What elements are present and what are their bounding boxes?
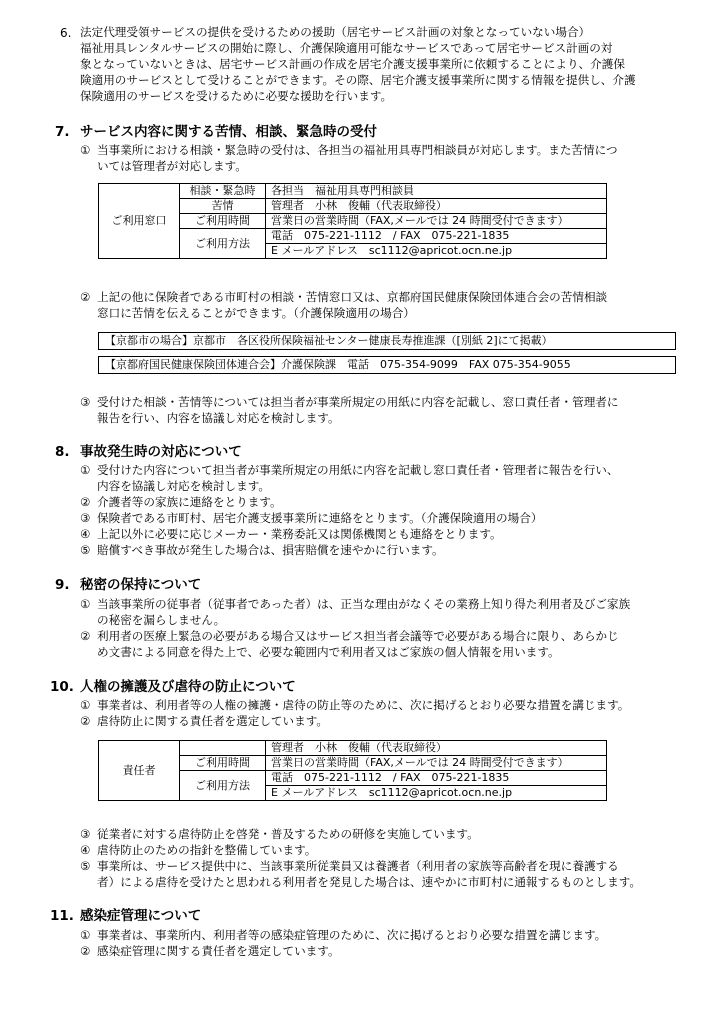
list-item-line: 者）による虐待を受けたと思われる利用者を発見した場合は、速やかに市町村に通報するものとします。 <box>97 875 641 889</box>
section-6-line: 法定代理受領サービスの提供を受けるための援助（居宅サービス計画の対象となっていない場合） <box>80 25 591 39</box>
section-6-line: 保険適用のサービスを受けるために必要な援助を行います。 <box>80 89 393 103</box>
list-marker: ⑤ <box>80 859 91 873</box>
section-number: 8. <box>55 444 70 460</box>
table-value: 営業日の営業時間（FAX,メールでは 24 時間受付できます） <box>266 756 607 771</box>
list-item-line: 事業者は、事業所内、利用者等の感染症管理のために、次に掲げるとおり必要な措置を講じます。 <box>97 928 607 942</box>
list-marker: ② <box>80 944 91 958</box>
list-marker: ⑤ <box>80 543 91 557</box>
list-item-line: 事業者は、利用者等の人権の擁護・虐待の防止等のために、次に掲げるとおり必要な措置を講じます。 <box>97 698 630 712</box>
table-group-label: 責任者 <box>99 741 180 801</box>
table-label: ご利用時間 <box>180 756 266 771</box>
section-number: 9. <box>55 577 70 593</box>
section-title: サービス内容に関する苦情、相談、緊急時の受付 <box>80 124 377 140</box>
table-value: 管理者 小林 俊輔（代表取締役） <box>266 199 607 214</box>
section-number: 6. <box>60 26 72 40</box>
contact-box-kokuho <box>98 356 676 374</box>
list-item-line: 保険者である市町村、居宅介護支援事業所に連絡をとります。（介護保険適用の場合） <box>97 511 543 525</box>
list-item-line: 従業者に対する虐待防止を啓発・普及するための研修を実施しています。 <box>97 827 479 841</box>
list-marker: ① <box>80 928 91 942</box>
section-title: 人権の擁護及び虐待の防止について <box>80 679 296 695</box>
list-item-line: 利用者の医療上緊急の必要がある場合又はサービス担当者会議等で必要がある場合に限り、あらかじ <box>97 629 619 643</box>
list-item-line: 内容を協議し対応を検討します。 <box>97 479 270 493</box>
list-item-line: 賠償すべき事故が発生した場合は、損害賠償を速やかに行います。 <box>97 543 444 557</box>
section-number: 11. <box>50 908 74 924</box>
list-item-line: 上記の他に保険者である市町村の相談・苦情窓口又は、京都府国民健康保険団体連合会の苦情相談 <box>97 290 608 304</box>
table-value: 電話 075-221-1112 / FAX 075-221-1835 <box>266 771 607 786</box>
list-marker: ① <box>80 597 91 611</box>
contact-box-kyoto-city <box>98 332 676 350</box>
box-text: 【京都市の場合】京都市 各区役所保険福祉センター健康長寿推進課（[別紙 2]にて掲載） <box>105 334 553 347</box>
table-value: E メールアドレス sc1112@apricot.ocn.ne.jp <box>266 244 607 259</box>
list-item-line: 受付けた相談・苦情等については担当者が事業所規定の用紙に内容を記載し、窓口責任者・管理者に <box>97 395 619 409</box>
list-item-line: 受付けた内容について担当者が事業所規定の用紙に内容を記載し窓口責任者・管理者に報告を行い、 <box>97 463 619 477</box>
table-group-label: ご利用窓口 <box>99 184 180 259</box>
contact-table <box>98 183 607 259</box>
list-item-line: 虐待防止のための指針を整備しています。 <box>97 843 317 857</box>
table-label: ご利用方法 <box>180 771 266 801</box>
list-marker: ③ <box>80 395 91 409</box>
list-marker: ② <box>80 290 91 304</box>
list-marker: ① <box>80 463 91 477</box>
table-label: 相談・緊急時 <box>180 184 266 199</box>
list-marker: ② <box>80 714 91 728</box>
list-item-line: 窓口に苦情を伝えることができます。（介護保険適用の場合） <box>97 306 415 320</box>
box-text: 【京都府国民健康保険団体連合会】介護保険課 電話 075-354-9099 FAX 075-354-9055 <box>105 358 571 371</box>
list-marker: ① <box>80 143 91 157</box>
section-title: 秘密の保持について <box>80 577 202 593</box>
list-item-line: 虐待防止に関する責任者を選定しています。 <box>97 714 328 728</box>
responsible-person-table <box>98 740 607 801</box>
table-value: E メールアドレス sc1112@apricot.ocn.ne.jp <box>266 786 607 801</box>
list-item-line: 上記以外に必要に応じメーカー・業務委託又は関係機関とも連絡をとります。 <box>97 527 502 541</box>
list-marker: ④ <box>80 843 91 857</box>
list-item-line: 事業所は、サービス提供中に、当該事業所従業員又は養護者（利用者の家族等高齢者を現に養護する <box>97 859 619 873</box>
list-marker: ③ <box>80 827 91 841</box>
section-6-line: 象となっていないときは、居宅サービス計画の作成を居宅介護支援事業所に依頼することにより、介護保 <box>80 57 625 71</box>
list-item-line: 報告を行い、内容を協議し対応を検討します。 <box>97 411 340 425</box>
list-item-line: の秘密を漏らしません。 <box>97 613 226 627</box>
section-6-line: 険適用のサービスとして受けることができます。その際、居宅介護支援事業所に関する情報を提供し、介護 <box>80 73 636 87</box>
list-marker: ④ <box>80 527 91 541</box>
list-marker: ② <box>80 629 91 643</box>
table-value: 電話 075-221-1112 / FAX 075-221-1835 <box>266 229 607 244</box>
table-label: ご利用時間 <box>180 214 266 229</box>
table-label: ご利用方法 <box>180 229 266 259</box>
section-title: 事故発生時の対応について <box>80 444 242 460</box>
table-value: 管理者 小林 俊輔（代表取締役） <box>266 741 607 756</box>
table-value: 各担当 福祉用具専門相談員 <box>266 184 607 199</box>
table-value: 営業日の営業時間（FAX,メールでは 24 時間受付できます） <box>266 214 607 229</box>
list-item-line: いては管理者が対応します。 <box>97 159 247 173</box>
list-marker: ③ <box>80 511 91 525</box>
table-label-empty <box>180 741 266 756</box>
section-title: 感染症管理について <box>80 908 202 924</box>
list-item-line: 当事業所における相談・緊急時の受付は、各担当の福祉用具専門相談員が対応します。また苦情につ <box>97 143 618 157</box>
list-item-line: 介護者等の家族に連絡をとります。 <box>97 495 282 509</box>
section-number: 7. <box>55 124 70 140</box>
section-number: 10. <box>50 679 74 695</box>
list-item-line: め文書による同意を得た上で、必要な範囲内で利用者又はご家族の個人情報を用います。 <box>97 645 560 659</box>
list-item-line: 感染症管理に関する責任者を選定しています。 <box>97 944 340 958</box>
list-marker: ② <box>80 495 91 509</box>
list-item-line: 当該事業所の従事者（従事者であった者）は、正当な理由がなくその業務上知り得た利用者及びご家族 <box>97 597 631 611</box>
section-6-line: 福祉用具レンタルサービスの開始に際し、介護保険適用可能なサービスであって居宅サービス計画の対 <box>80 41 613 55</box>
list-marker: ① <box>80 698 91 712</box>
table-label: 苦情 <box>180 199 266 214</box>
